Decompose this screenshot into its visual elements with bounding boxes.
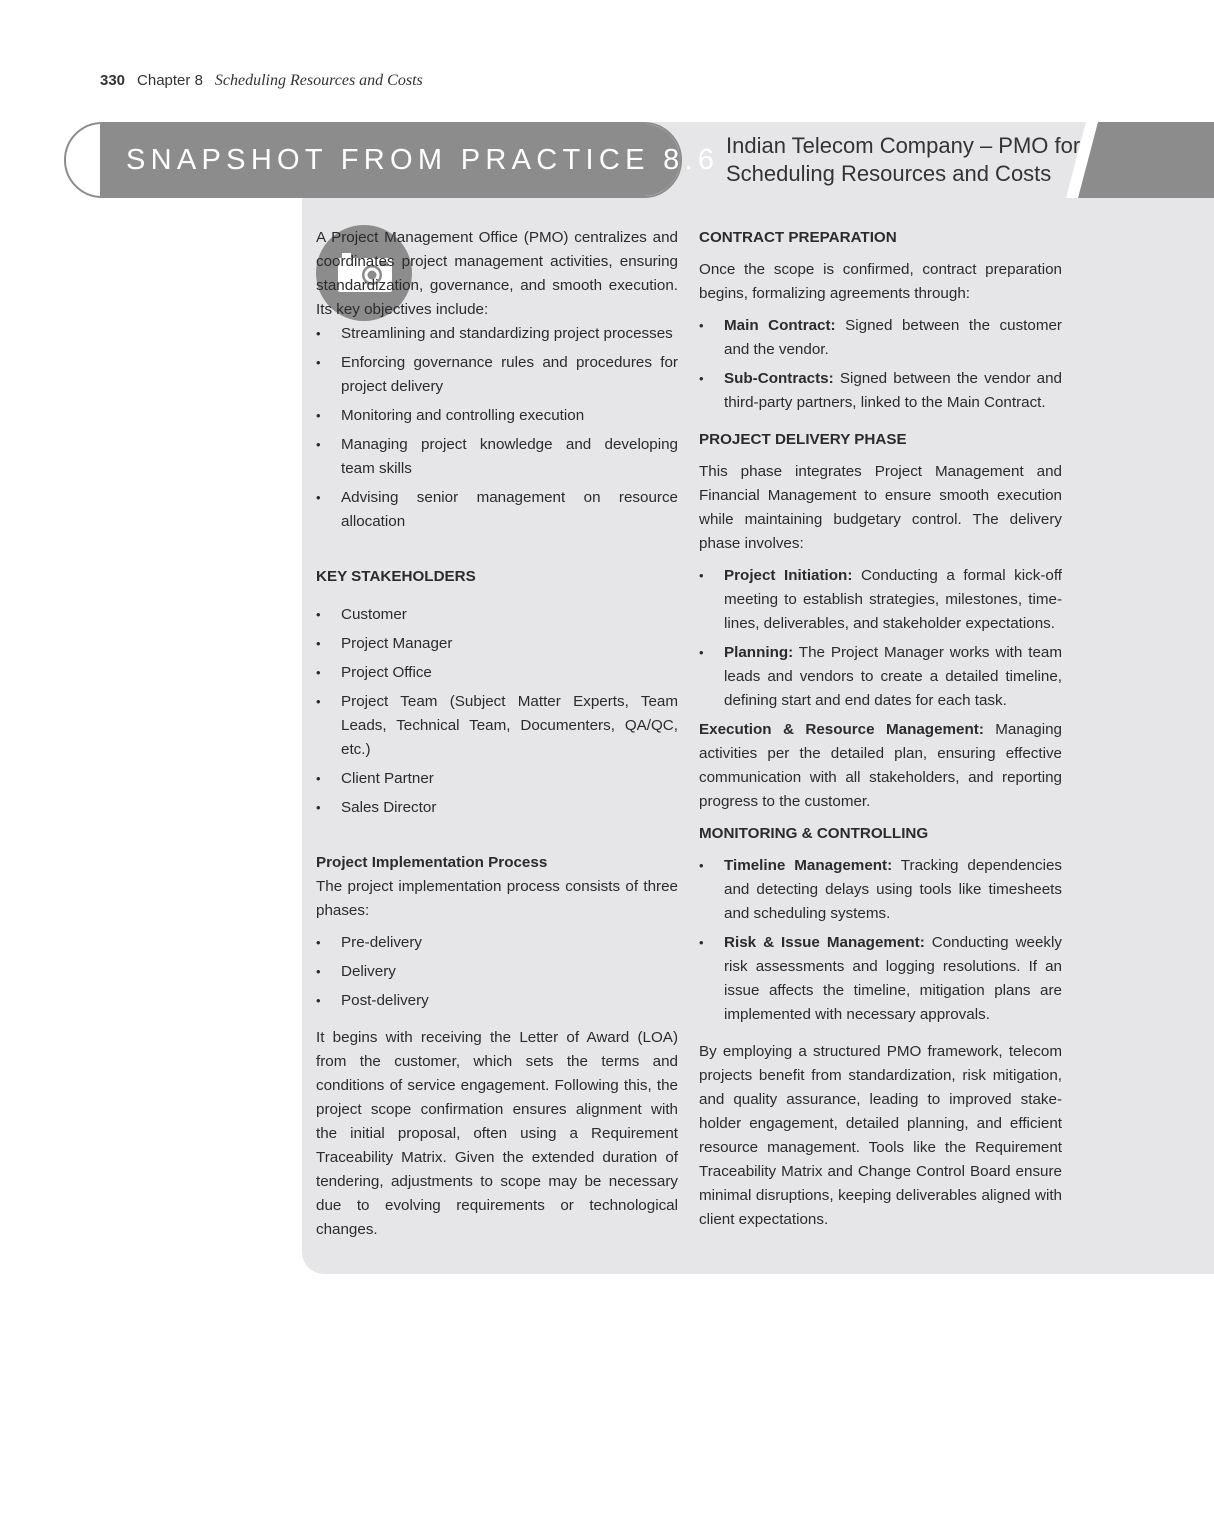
item-term: Main Contract:	[724, 317, 836, 334]
list-item	[699, 854, 1062, 926]
stakeholders-list	[316, 603, 678, 820]
page-number: 330	[100, 72, 126, 89]
monitoring-list	[699, 854, 1062, 1027]
list-item	[699, 564, 1062, 636]
list-item	[699, 931, 1062, 1027]
list-item: • Delivery	[316, 960, 678, 984]
monitoring-heading: MONITORING & CONTROLLING	[699, 825, 929, 842]
list-item: • Sales Director	[316, 796, 678, 820]
stakeholders-heading: KEY STAKEHOLDERS	[316, 568, 476, 585]
list-item: • Streamlining and standardizing project processes	[316, 322, 678, 346]
list-item: • Advising senior management on resource allocation	[316, 486, 678, 534]
execution-term: Execution & Resource Management:	[699, 721, 984, 738]
list-item: • Client Partner	[316, 767, 678, 791]
objectives-list	[316, 322, 678, 534]
item-term: Timeline Management:	[724, 857, 893, 874]
delivery-intro: This phase integrates Project Management and Financial Management to ensure smooth execution while maintaining budgetary control. The delivery phase involves:	[699, 463, 1062, 552]
delivery-heading: PROJECT DELIVERY PHASE	[699, 431, 907, 448]
item-text: Signed between the customer and the vendor.	[724, 317, 1062, 358]
process-heading: Project Implementation Process	[316, 854, 548, 871]
banner-title-line: Scheduling Resources and Costs	[726, 161, 1052, 186]
intro-paragraph: A Project Management Office (PMO) centralizes and coordinates project management activities, ensuring standardization, governance, and smooth execution. Its key objectives include:	[316, 229, 678, 318]
list-item: • Managing project knowledge and developing team skills	[316, 433, 678, 481]
section-title: Scheduling Resources and Costs	[214, 72, 423, 89]
item-text: Conducting weekly risk assessments and logging resolutions. If an issue affects the timeline, mitigation plans are implemented with necessary approvals.	[724, 934, 1062, 1023]
banner-label: SNAPSHOT FROM PRACTICE 8.6	[126, 144, 720, 176]
list-item	[699, 367, 1062, 415]
banner-title	[726, 132, 1080, 188]
contract-intro: Once the scope is confirmed, contract preparation begins, formalizing agreements through:	[699, 261, 1062, 302]
chapter-label: Chapter 8	[137, 72, 203, 89]
item-text: Signed between the vendor and third-party partners, linked to the Main Contract.	[724, 370, 1062, 411]
list-item: • Project Team (Subject Matter Experts, Team Leads, Technical Team, Documenters, QA/QC, etc.)	[316, 690, 678, 762]
contract-heading: CONTRACT PREPARATION	[699, 229, 897, 246]
item-term: Project Initiation:	[724, 567, 853, 584]
list-item	[699, 641, 1062, 713]
process-intro: The project implementation process consists of three phases:	[316, 878, 678, 919]
execution-text: Managing activities per the detailed plan, ensuring effective communication with all stakeholders, and reporting progress to the customer.	[699, 721, 1062, 810]
list-item	[699, 314, 1062, 362]
left-column	[316, 226, 678, 1242]
list-item: • Project Manager	[316, 632, 678, 656]
running-head	[100, 72, 423, 90]
item-term: Sub-Contracts:	[724, 370, 834, 387]
contract-list	[699, 314, 1062, 415]
item-text: Conducting a formal kick-off meeting to establish strategies, milestones, timelines, deliverables, and stakeholder expectations.	[724, 567, 1062, 632]
item-text: Tracking dependencies and detecting delays using tools like timesheets and scheduling systems.	[724, 857, 1062, 922]
closing-paragraph: It begins with receiving the Letter of Award (LOA) from the customer, which sets the terms and conditions of service engagement. Following this, the project scope confirmation ensures alignment with the initial proposal, often using a Requirement Traceability Matrix. Given the extended duration of tendering, adjustments to scope may be necessary due to evolving requirements or technological changes.	[316, 1029, 678, 1238]
banner-title-line: Indian Telecom Company – PMO for	[726, 133, 1081, 158]
delivery-list	[699, 564, 1062, 713]
right-column	[699, 226, 1062, 1232]
list-item: • Post-delivery	[316, 989, 678, 1013]
list-item: • Customer	[316, 603, 678, 627]
item-term: Risk & Issue Management:	[724, 934, 925, 951]
conclusion-paragraph: By employing a structured PMO framework, telecom projects benefit from standardization, risk mitigation, and quality assurance, leading to improved stakeholder engagement, detailed planning, and efficient resource management. Tools like the Requirement Traceability Matrix and Change Control Board ensure minimal disruptions, keeping deliverables aligned with client expectations.	[699, 1043, 1062, 1228]
item-term: Planning:	[724, 644, 794, 661]
item-text: The Project Manager works with team leads and vendors to create a detailed timeline, defining start and end dates for each task.	[724, 644, 1062, 709]
list-item: • Pre-delivery	[316, 931, 678, 955]
list-item: • Monitoring and controlling execution	[316, 404, 678, 428]
list-item: • Enforcing governance rules and procedures for project delivery	[316, 351, 678, 399]
phases-list	[316, 931, 678, 1013]
execution-paragraph	[699, 718, 1062, 814]
list-item: • Project Office	[316, 661, 678, 685]
